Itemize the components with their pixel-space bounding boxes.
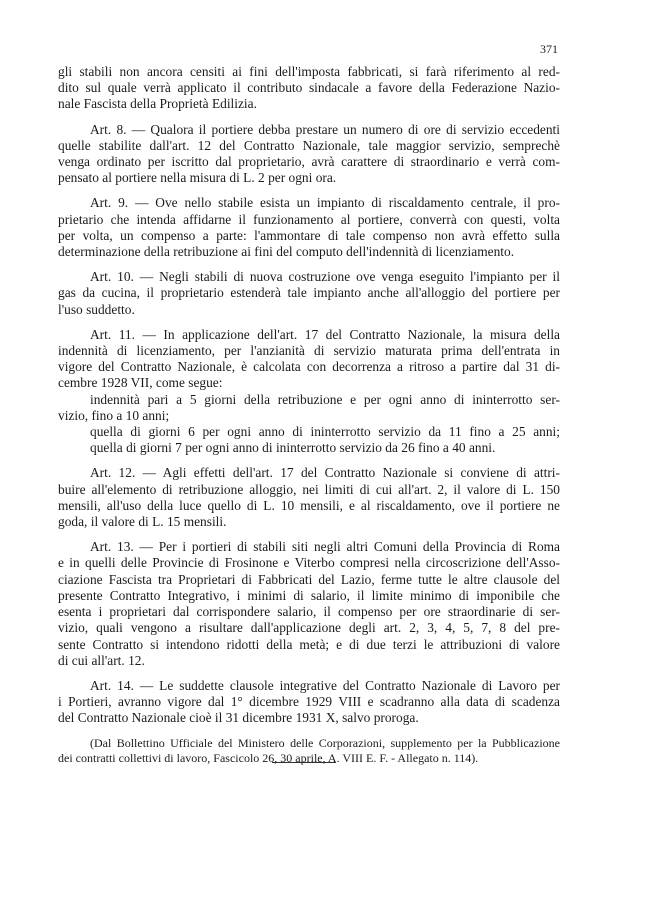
article-10 xyxy=(58,269,560,318)
text-line: dito sul quale verrà applicato il contributo sindacale a favore della Federazione Nazio- xyxy=(58,80,560,96)
text-line: mensili, all'uso della luce quello di L. 10 mensili, e al riscaldamento, ove il portiere ne xyxy=(58,497,560,513)
document-body xyxy=(58,64,560,775)
text-line: presente Contratto Integrativo, i minimi di salario, il limite minimo di imponibile che xyxy=(58,587,560,603)
text-line: Art. 13. — Per i portieri di stabili siti negli altri Comuni della Provincia di Roma xyxy=(90,539,560,555)
article-9 xyxy=(58,195,560,260)
text-line: Art. 8. — Qualora il portiere debba prestare un numero di ore di servizio eccedenti xyxy=(90,121,560,137)
text-line: quelle stabilite dall'art. 12 del Contratto Nazionale, tale maggior servizio, semprechè xyxy=(58,137,560,153)
text-line: Art. 14. — Le suddette clausole integrative del Contratto Nazionale di Lavoro per xyxy=(90,677,560,693)
text-line: gas da cucina, il proprietario estenderà tale impianto anche all'alloggio del portiere per xyxy=(58,285,560,301)
text-line: di cui all'art. 12. xyxy=(58,652,145,668)
text-line: del Contratto Nazionale cioè il 31 dicembre 1931 X, salvo proroga. xyxy=(58,710,419,726)
article-13 xyxy=(58,539,560,669)
text-line: Art. 12. — Agli effetti dell'art. 17 del Contratto Nazionale si conviene di attri- xyxy=(90,465,560,481)
text-line: prietario che intenda affidarne il funzionamento al portiere, converrà con questi, volta xyxy=(58,211,560,227)
text-line: quella di giorni 6 per ogni anno di ininterrotto servizio da 11 fino a 25 anni; xyxy=(90,424,560,440)
text-line: vizio, quali vengono a risultare dall'applicazione degli art. 2, 3, 4, 5, 7, 8 del pre- xyxy=(58,620,560,636)
text-line: dei contratti collettivi di lavoro, Fascicolo 26, 30 aprile, A. VIII E. F. - Allegato n. 114). xyxy=(58,750,479,765)
text-line: venga ordinato per iscritto dal proprietario, avrà carattere di straordinario e verrà com- xyxy=(58,154,560,170)
text-line: per volta, un compenso a parte: l'ammontare di tale compenso non avrà effetto sulla xyxy=(58,227,560,243)
text-line: nale Fascista della Proprietà Edilizia. xyxy=(58,96,257,112)
text-line: ciazione Fascista tra Proprietari di Fabbricati del Lazio, ferme tutte le altre clausole del xyxy=(58,571,560,587)
text-line: quella di giorni 7 per ogni anno di ininterrotto servizio da 26 fino a 40 anni. xyxy=(90,440,496,456)
text-line: cembre 1928 VII, come segue: xyxy=(58,375,223,391)
text-line: Art. 10. — Negli stabili di nuova costruzione ove venga eseguito l'impianto per il xyxy=(90,269,560,285)
article-14 xyxy=(58,678,560,727)
text-line: goda, il valore di L. 15 mensili. xyxy=(58,514,227,530)
text-line: vigore del Contratto Nazionale, è calcolata con decorrenza a ritroso a partire dal 31 di- xyxy=(58,359,560,375)
text-line: Art. 9. — Ove nello stabile esista un impianto di riscaldamento centrale, il pro- xyxy=(90,195,560,211)
text-line: indennità pari a 5 giorni della retribuzione e per ogni anno di ininterrotto ser- xyxy=(90,391,560,407)
text-line: pensato al portiere nella misura di L. 2 per ogni ora. xyxy=(58,170,337,186)
text-line: gli stabili non ancora censiti ai fini dell'imposta fabbricati, si farà riferimento al red- xyxy=(58,64,560,79)
text-line: e in quelli delle Provincie di Frosinone e Viterbo compresi nella circoscrizione dell'Asso- xyxy=(58,555,560,571)
article-11 xyxy=(58,327,560,457)
text-line: buire all'elemento di retribuzione alloggio, nei limiti di cui all'art. 2, il valore di L. 150 xyxy=(58,481,560,497)
text-line: esenta i proprietari dal corrispondere salario, il compenso per ore straordinarie di ser- xyxy=(58,604,560,620)
section-divider xyxy=(272,762,336,763)
text-line: indennità di licenziamento, per l'anzianità di servizio maturata prima dell'entrata in xyxy=(58,343,560,359)
text-line: Art. 11. — In applicazione dell'art. 17 del Contratto Nazionale, la misura della xyxy=(90,326,560,342)
text-line: vizio, fino a 10 anni; xyxy=(58,407,170,423)
text-line: sente Contratto si intendono ridotti della metà; e di due terzi le attribuzioni di valore xyxy=(58,636,560,652)
paragraph-continuation xyxy=(58,64,560,113)
page-number: 371 xyxy=(540,42,558,56)
text-line: (Dal Bollettino Ufficiale del Ministero delle Corporazioni, supplemento per la Pubblicazione xyxy=(90,735,560,750)
text-line: i Portieri, avranno vigore dal 1° dicembre 1929 VIII e scadranno alla data di scadenza xyxy=(58,694,560,710)
text-line: determinazione della retribuzione ai fini del computo dell'indennità di licenziamento. xyxy=(58,244,515,260)
article-8 xyxy=(58,122,560,187)
article-12 xyxy=(58,465,560,530)
text-line: l'uso suddetto. xyxy=(58,301,135,317)
